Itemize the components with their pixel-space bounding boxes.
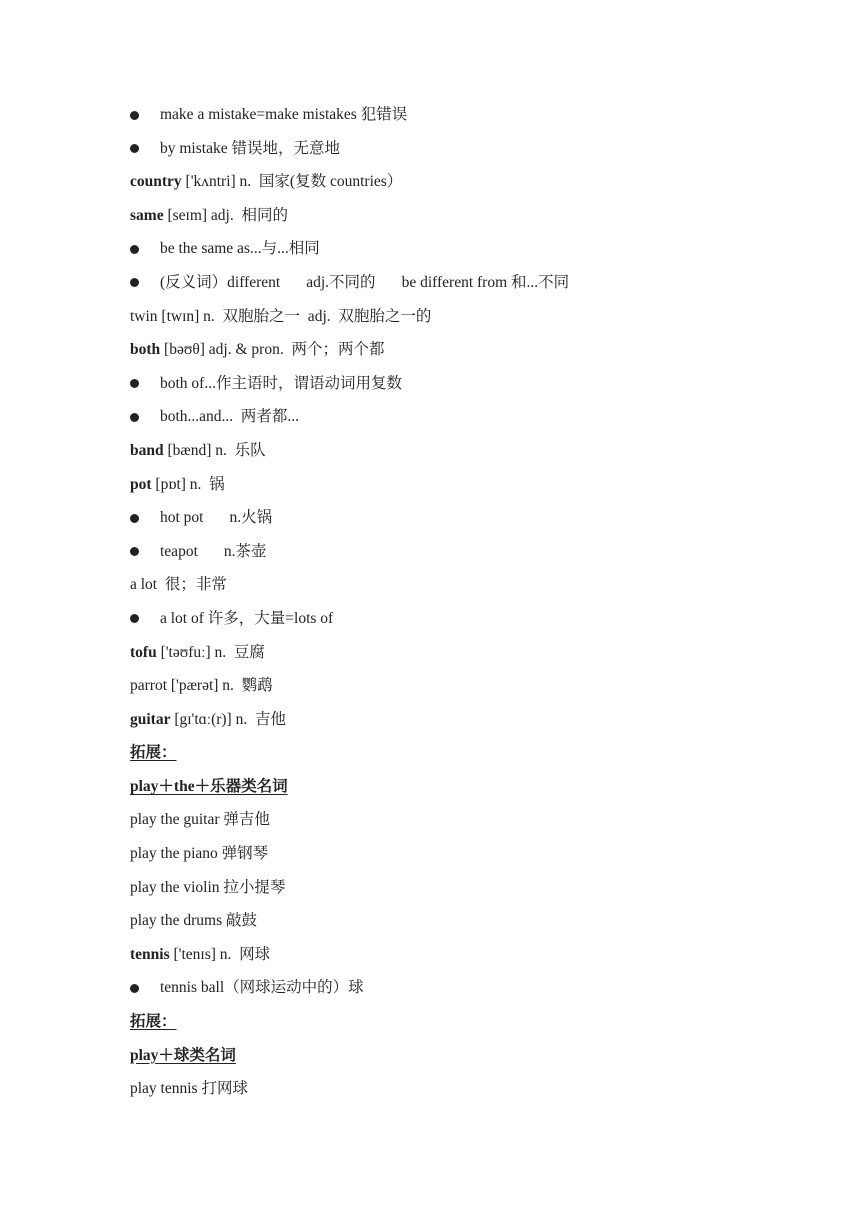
text-line xyxy=(0,871,860,905)
entry-definition: [seɪm] adj. 相同的 xyxy=(163,206,288,224)
bullet-dot-icon xyxy=(130,144,139,153)
bullet-dot-icon xyxy=(130,614,139,623)
headword: country xyxy=(130,173,182,191)
bullet-dot-icon xyxy=(130,514,139,523)
bullet-item xyxy=(0,98,860,132)
headword: tofu xyxy=(130,643,157,661)
headword: guitar xyxy=(130,710,171,728)
bullet-text: by mistake 错误地，无意地 xyxy=(160,139,340,157)
bullet-item xyxy=(0,602,860,636)
line-text: play the guitar 弹吉他 xyxy=(130,811,270,829)
bullet-item xyxy=(0,971,860,1005)
text-line xyxy=(0,1072,860,1106)
heading-text: play＋球类名词 xyxy=(130,1046,236,1064)
entry-definition: [gɪ'tɑː(r)] n. 吉他 xyxy=(170,710,286,728)
headword: both xyxy=(130,341,161,359)
headword: band xyxy=(130,441,164,459)
text-line xyxy=(0,803,860,837)
headword: pot xyxy=(130,475,152,493)
text-line xyxy=(0,568,860,602)
vocab-entry xyxy=(0,938,860,972)
entry-definition: [bəʊθ] adj. & pron. 两个；两个都 xyxy=(160,341,385,359)
headword: tennis xyxy=(130,945,170,963)
bullet-item xyxy=(0,232,860,266)
bullet-text: both...and... 两者都... xyxy=(160,408,300,426)
bullet-item xyxy=(0,367,860,401)
vocab-entry xyxy=(0,434,860,468)
text-line xyxy=(0,904,860,938)
bullet-dot-icon xyxy=(130,413,139,422)
document-page xyxy=(0,98,860,1106)
bullet-text-part: teapot xyxy=(160,542,198,560)
section-heading xyxy=(0,770,860,804)
entry-definition: ['təʊfuː] n. 豆腐 xyxy=(156,643,265,661)
section-heading xyxy=(0,1005,860,1039)
bullet-dot-icon xyxy=(130,245,139,254)
bullet-text-part: n.茶壶 xyxy=(223,542,267,560)
text-line xyxy=(0,669,860,703)
bullet-item xyxy=(0,501,860,535)
text-line xyxy=(0,300,860,334)
bullet-text: be the same as...与...相同 xyxy=(160,240,320,258)
bullet-item xyxy=(0,400,860,434)
bullet-text: both of...作主语时，谓语动词用复数 xyxy=(160,374,402,392)
line-text: twin [twɪn] n. 双胞胎之一 adj. 双胞胎之一的 xyxy=(130,307,432,325)
bullet-item xyxy=(0,535,860,569)
bullet-text: make a mistake=make mistakes 犯错误 xyxy=(160,106,408,123)
vocab-entry xyxy=(0,333,860,367)
bullet-text-part: adj.不同的 xyxy=(306,273,376,291)
bullet-text-part: (反义词）different xyxy=(160,273,281,291)
heading-text: 拓展： xyxy=(130,744,177,762)
bullet-text: a lot of 许多，大量=lots of xyxy=(160,609,334,627)
bullet-dot-icon xyxy=(130,984,139,993)
bullet-text-part: hot pot xyxy=(160,509,204,527)
document-body xyxy=(0,98,860,1106)
entry-definition: [bænd] n. 乐队 xyxy=(163,441,266,459)
bullet-dot-icon xyxy=(130,379,139,388)
line-text: play the piano 弹钢琴 xyxy=(130,845,269,863)
headword: same xyxy=(130,206,164,224)
line-text: parrot ['pærət] n. 鹦鹉 xyxy=(130,677,273,695)
heading-text: 拓展： xyxy=(130,1013,177,1031)
bullet-dot-icon xyxy=(130,111,139,120)
vocab-entry xyxy=(0,468,860,502)
bullet-text-part: be different from 和...不同 xyxy=(401,273,570,291)
vocab-entry xyxy=(0,199,860,233)
section-heading xyxy=(0,736,860,770)
bullet-dot-icon xyxy=(130,278,139,287)
line-text: play tennis 打网球 xyxy=(130,1080,248,1098)
entry-definition: ['tenɪs] n. 网球 xyxy=(169,945,271,963)
line-text: play the drums 敲鼓 xyxy=(130,912,257,930)
bullet-item xyxy=(0,266,860,300)
vocab-entry xyxy=(0,703,860,737)
bullet-text-part: n.火锅 xyxy=(229,509,273,527)
line-text: a lot 很；非常 xyxy=(130,576,227,594)
vocab-entry xyxy=(0,165,860,199)
bullet-dot-icon xyxy=(130,547,139,556)
bullet-item xyxy=(0,132,860,166)
vocab-entry xyxy=(0,636,860,670)
section-heading xyxy=(0,1039,860,1073)
line-text: play the violin 拉小提琴 xyxy=(130,878,286,896)
entry-definition: ['kʌntri] n. 国家(复数 countries） xyxy=(181,173,403,191)
bullet-text: tennis ball（网球运动中的）球 xyxy=(160,979,364,997)
text-line xyxy=(0,837,860,871)
entry-definition: [pɒt] n. 锅 xyxy=(151,475,225,493)
heading-text: play＋the＋乐器类名词 xyxy=(130,777,288,795)
